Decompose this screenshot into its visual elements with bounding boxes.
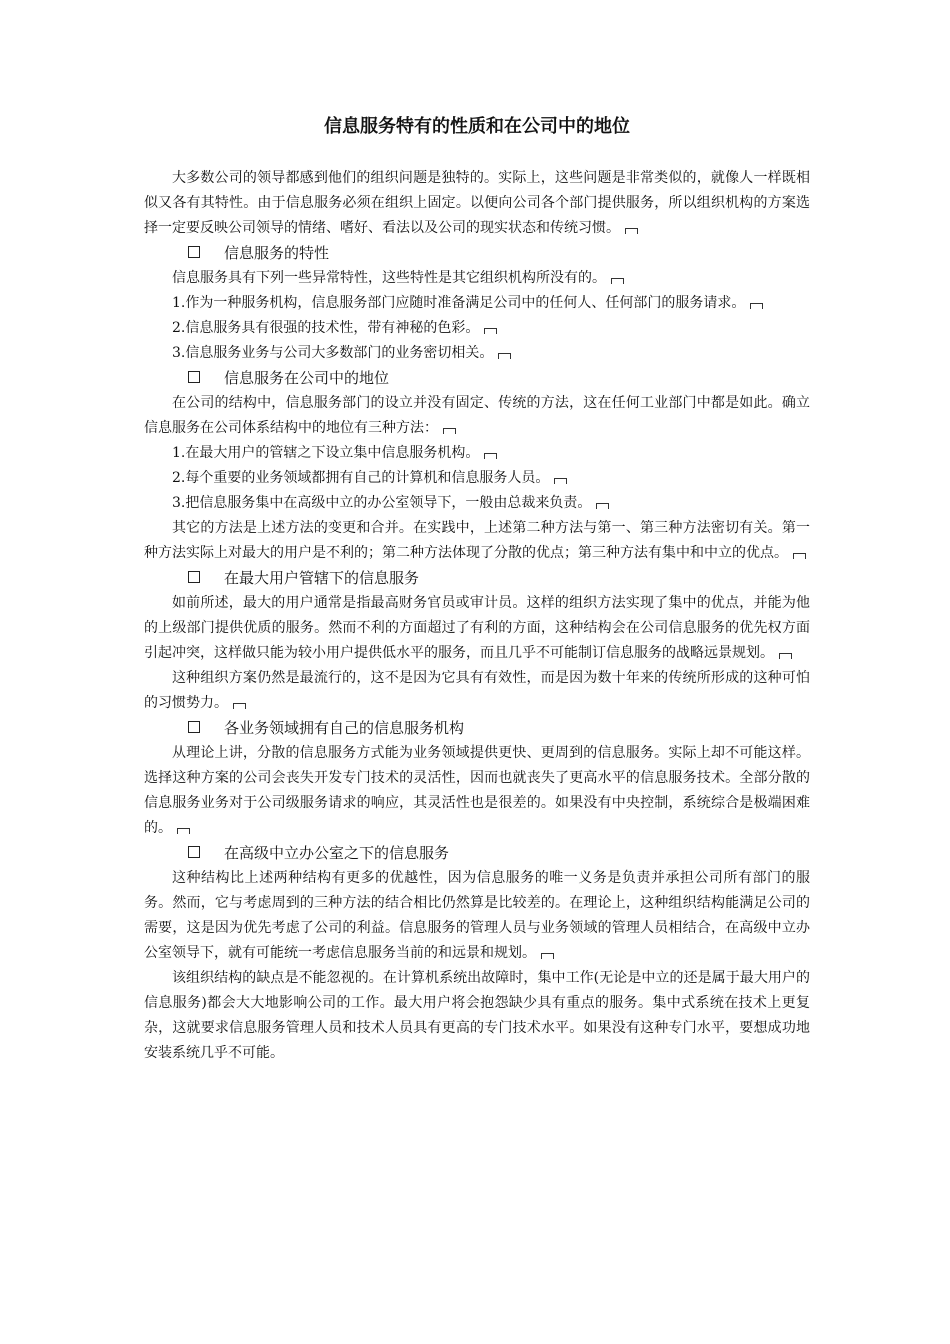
paragraph-text: 信息服务具有下列一些异常特性，这些特性是其它组织机构所没有的。 [172, 270, 606, 286]
section-heading-text: 各业务领域拥有自己的信息服务机构 [224, 719, 465, 737]
section-heading [144, 366, 810, 391]
section-heading [144, 841, 810, 866]
paragraph-mark-icon [484, 453, 497, 459]
list-item [144, 466, 810, 491]
paragraph-text: 这种结构比上述两种结构有更多的优越性，因为信息服务的唯一义务是负责并承担公司所有部门的服务。然而，它与考虑周到的三种方法的结合相比仍然算是比较差的。在理论上，这种组织结构能满足公司的需要，这是因为优先考虑了公司的利益。信息服务的管理人员与业务领域的管理人员相结合，在高级中立办公室领导下，就有可能统一考虑信息服务当前的和远景和规划。 [144, 870, 810, 961]
section-heading-text: 信息服务在公司中的地位 [224, 369, 390, 387]
paragraph-mark-icon [596, 503, 609, 509]
paragraph-text: 1.作为一种服务机构，信息服务部门应随时准备满足公司中的任何人、任何部门的服务请求。 [172, 295, 746, 311]
paragraph-mark-icon [484, 328, 497, 334]
paragraph-text: 在公司的结构中，信息服务部门的设立并没有固定、传统的方法，这在任何工业部门中都是如此。确立信息服务在公司体系结构中的地位有三种方法： [144, 395, 810, 436]
paragraph [144, 866, 810, 966]
paragraph [144, 516, 810, 566]
paragraph [144, 591, 810, 666]
list-item [144, 291, 810, 316]
list-item [144, 491, 810, 516]
paragraph-text: 从理论上讲，分散的信息服务方式能为业务领域提供更快、更周到的信息服务。实际上却不可能这样。选择这种方案的公司会丧失开发专门技术的灵活性，因而也就丧失了更高水平的信息服务技术。全部分散的信息服务业务对于公司级服务请求的响应，其灵活性也是很差的。如果没有中央控制，系统综合是极端困难的。 [144, 745, 810, 836]
paragraph-text: 3.把信息服务集中在高级中立的办公室领导下，一般由总裁来负责。 [172, 495, 592, 511]
paragraph [144, 966, 810, 1066]
paragraph-text: 2.信息服务具有很强的技术性，带有神秘的色彩。 [172, 320, 480, 336]
page-title: 信息服务特有的性质和在公司中的地位 [324, 116, 630, 137]
paragraph-text: 1.在最大用户的管辖之下设立集中信息服务机构。 [172, 445, 480, 461]
list-item [144, 341, 810, 366]
paragraph-text: 该组织结构的缺点是不能忽视的。在计算机系统出故障时，集中工作(无论是中立的还是属于最大用户的信息服务)都会大大地影响公司的工作。最大用户将会抱怨缺少具有重点的服务。集中式系统在技术上更复杂，这就要求信息服务管理人员和技术人员具有更高的专门技术水平。如果没有这种专门水平，要想成功地安装系统几乎不可能。 [144, 970, 810, 1061]
paragraph-mark-icon [177, 828, 190, 834]
paragraph-mark-icon [793, 553, 806, 559]
paragraph-text: 其它的方法是上述方法的变更和合并。在实践中，上述第二种方法与第一、第三种方法密切有关。第一种方法实际上对最大的用户是不利的；第二种方法体现了分散的优点；第三种方法有集中和中立的优点。 [144, 520, 810, 561]
section-heading-text: 在最大用户管辖下的信息服务 [224, 569, 420, 587]
section-heading [144, 716, 810, 741]
paragraph [144, 666, 810, 716]
paragraph-text: 大多数公司的领导都感到他们的组织问题是独特的。实际上，这些问题是非常类似的，就像人一样既相似又各有其特性。由于信息服务必须在组织上固定。以便向公司各个部门提供服务，所以组织机构的方案选择一定要反映公司领导的情绪、嗜好、看法以及公司的现实状态和传统习惯。 [144, 170, 810, 236]
checkbox-icon [188, 571, 200, 583]
paragraph-mark-icon [779, 653, 792, 659]
paragraph-text: 3.信息服务业务与公司大多数部门的业务密切相关。 [172, 345, 494, 361]
checkbox-icon [188, 721, 200, 733]
paragraph-text: 如前所述，最大的用户通常是指最高财务官员或审计员。这样的组织方法实现了集中的优点，并能为他的上级部门提供优质的服务。然而不利的方面超过了有利的方面，这种结构会在公司信息服务的优先权方面引起冲突，这样做只能为较小用户提供低水平的服务，而且几乎不可能制订信息服务的战略远景规划。 [144, 595, 810, 661]
section-heading [144, 566, 810, 591]
paragraph-text: 2.每个重要的业务领域都拥有自己的计算机和信息服务人员。 [172, 470, 550, 486]
section-heading [144, 241, 810, 266]
paragraph-mark-icon [625, 228, 638, 234]
paragraph-text: 这种组织方案仍然是最流行的，这不是因为它具有有效性，而是因为数十年来的传统所形成的这种可怕的习惯势力。 [144, 670, 810, 711]
paragraph-mark-icon [443, 428, 456, 434]
list-item [144, 316, 810, 341]
section-heading-text: 信息服务的特性 [224, 244, 330, 262]
section-heading-text: 在高级中立办公室之下的信息服务 [224, 844, 450, 862]
checkbox-icon [188, 246, 200, 258]
paragraph-mark-icon [498, 353, 511, 359]
paragraph-mark-icon [611, 278, 624, 284]
paragraph [144, 166, 810, 241]
paragraph-mark-icon [750, 303, 763, 309]
paragraph [144, 266, 810, 291]
paragraph [144, 391, 810, 441]
list-item [144, 441, 810, 466]
checkbox-icon [188, 371, 200, 383]
paragraph-mark-icon [554, 478, 567, 484]
paragraph-mark-icon [541, 953, 554, 959]
checkbox-icon [188, 846, 200, 858]
paragraph [144, 741, 810, 841]
paragraph-mark-icon [233, 703, 246, 709]
